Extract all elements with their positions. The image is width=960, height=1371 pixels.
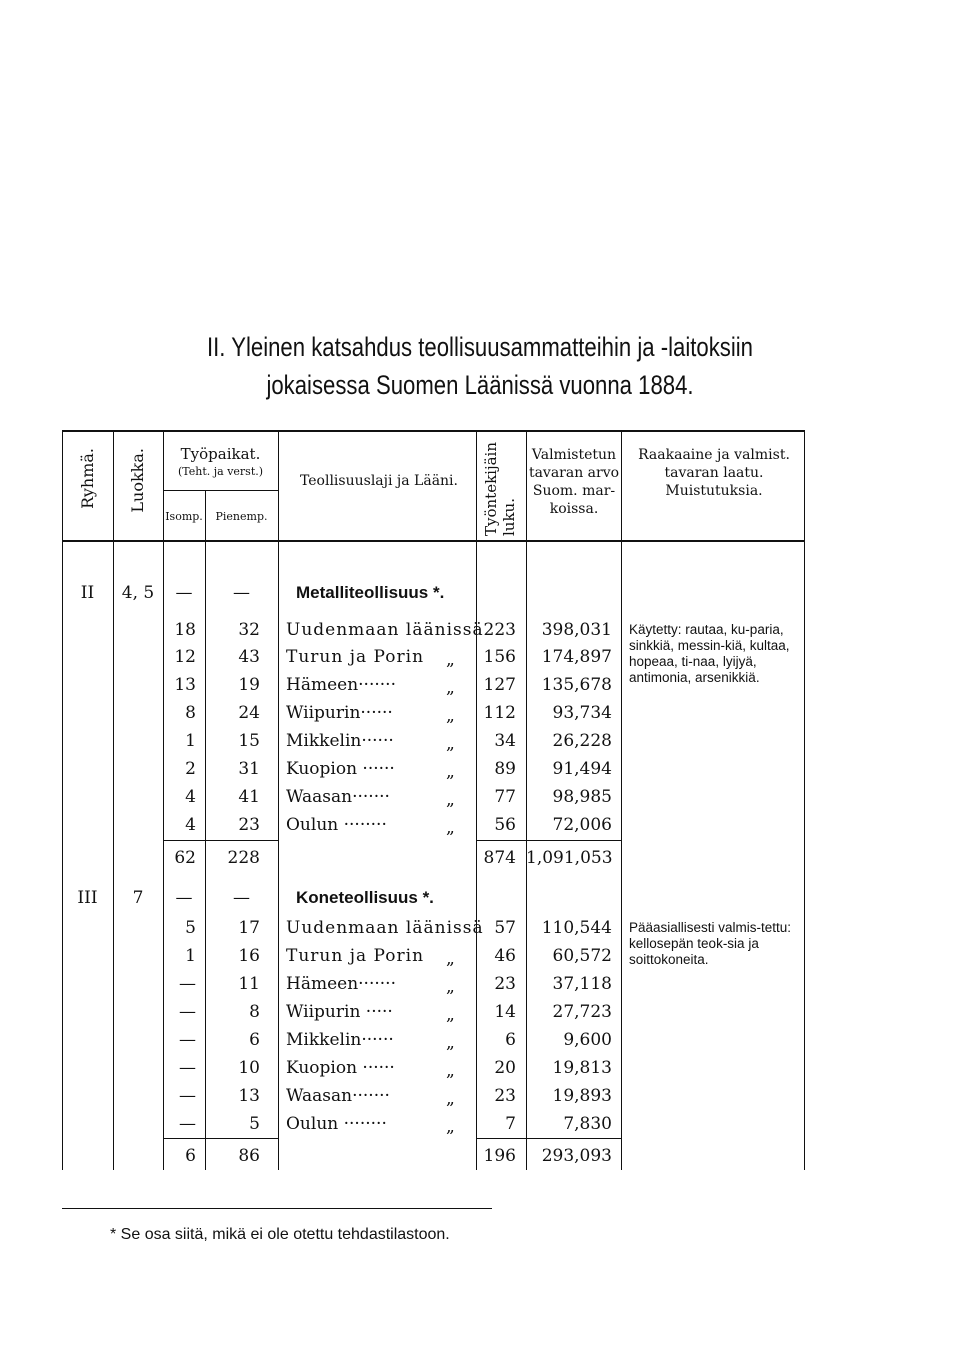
- row-workers: 156: [483, 647, 516, 667]
- total-isomp: 6: [185, 1146, 196, 1166]
- row-isomp: 5: [185, 918, 196, 938]
- row-ditto: „: [446, 762, 455, 782]
- footnote-rule: [62, 1208, 492, 1209]
- row-isomp: 13: [174, 675, 196, 695]
- row-pienemp: 23: [238, 815, 260, 835]
- page-title-line-1: II. Yleinen katsahdus teollisuusammatteihin ja -laitoksiin: [206, 332, 753, 362]
- row-value: 19,893: [552, 1086, 612, 1106]
- row-pienemp: 13: [238, 1086, 260, 1106]
- row-laani: Turun ja Porin: [286, 647, 425, 667]
- row-workers: 20: [494, 1058, 516, 1078]
- row-pienemp: 11: [238, 974, 260, 994]
- row-laani: Mikkelin······: [286, 1030, 394, 1050]
- row-pienemp: 16: [238, 946, 260, 966]
- header-luokka: Luokka.: [128, 448, 147, 513]
- row-isomp: —: [179, 1002, 196, 1022]
- row-laani: Hämeen·······: [286, 974, 396, 994]
- row-pienemp: 6: [249, 1030, 260, 1050]
- row-value: 91,494: [552, 759, 612, 779]
- row-ditto: „: [446, 678, 455, 698]
- total-rule: [163, 840, 278, 841]
- row-pienemp: 41: [238, 787, 260, 807]
- row-ditto: „: [446, 650, 455, 670]
- row-ditto: „: [446, 818, 455, 838]
- row-workers: 34: [494, 731, 516, 751]
- row-laani: Oulun ········: [286, 815, 387, 835]
- row-ditto: „: [446, 790, 455, 810]
- row-ditto: „: [446, 1061, 455, 1081]
- row-laani: Wiipurin······: [286, 703, 393, 723]
- section-note: Käytetty: rautaa, ku-paria, sinkkiä, messin-kiä, kultaa, hopeaa, ti-naa, lyijyä, antimonia, arsenikkiä.: [629, 622, 790, 685]
- row-value: 7,830: [563, 1114, 612, 1134]
- row-laani: Mikkelin······: [286, 731, 394, 751]
- row-value: 93,734: [552, 703, 612, 723]
- row-isomp: 4: [185, 787, 196, 807]
- section-luokka: 4, 5: [121, 583, 155, 603]
- header-isomp: Isomp.: [165, 510, 203, 523]
- row-laani: Turun ja Porin: [286, 946, 425, 966]
- header-tyopaikat: Työpaikat.: [180, 445, 261, 463]
- header-raakaaine: Raakaaine ja valmist. tavaran laatu. Muistutuksia.: [638, 447, 790, 499]
- footnote: * Se osa siitä, mikä ei ole otettu tehdastilastoon.: [110, 1226, 450, 1243]
- header-ryhma: Ryhmä.: [78, 448, 97, 509]
- row-value: 19,813: [552, 1058, 612, 1078]
- row-ditto: „: [446, 949, 455, 969]
- row-pienemp: 24: [238, 703, 260, 723]
- row-workers: 56: [494, 815, 516, 835]
- header-pienemp: Pienemp.: [215, 510, 268, 523]
- row-workers: 23: [494, 974, 516, 994]
- header-teollisuuslaji: Teollisuuslaji ja Lääni.: [300, 473, 458, 489]
- section-isomp: —: [175, 888, 193, 908]
- row-isomp: 12: [174, 647, 196, 667]
- row-workers: 77: [494, 787, 516, 807]
- tyopaikat-sub-rule: [163, 490, 278, 491]
- row-pienemp: 19: [238, 675, 260, 695]
- row-ditto: „: [446, 977, 455, 997]
- row-value: 9,600: [563, 1030, 612, 1050]
- total-pienemp: 86: [238, 1146, 260, 1166]
- table-top-rule: [62, 430, 804, 432]
- row-workers: 89: [494, 759, 516, 779]
- row-value: 60,572: [552, 946, 612, 966]
- row-pienemp: 8: [249, 1002, 260, 1022]
- row-value: 26,228: [552, 731, 612, 751]
- row-workers: 46: [494, 946, 516, 966]
- total-isomp: 62: [174, 848, 196, 868]
- row-isomp: 1: [185, 731, 196, 751]
- row-laani: Hämeen·······: [286, 675, 396, 695]
- header-valmistetun: Valmistetun tavaran arvo Suom. mar-koissa.: [528, 447, 620, 517]
- total-value: 293,093: [541, 1146, 612, 1166]
- row-laani: Kuopion ······: [286, 759, 395, 779]
- row-isomp: —: [179, 1058, 196, 1078]
- row-value: 174,897: [541, 647, 612, 667]
- section-luokka: 7: [132, 888, 144, 908]
- section-pienemp: —: [233, 583, 250, 603]
- section-isomp: —: [175, 583, 193, 603]
- table-left-border: [62, 430, 63, 1170]
- row-value: 37,118: [552, 974, 612, 994]
- row-value: 98,985: [552, 787, 612, 807]
- row-pienemp: 31: [238, 759, 260, 779]
- row-pienemp: 10: [238, 1058, 260, 1078]
- row-workers: 127: [483, 675, 516, 695]
- row-isomp: 4: [185, 815, 196, 835]
- row-pienemp: 43: [238, 647, 260, 667]
- row-pienemp: 5: [249, 1114, 260, 1134]
- total-rule: [476, 840, 621, 841]
- total-rule: [476, 1138, 621, 1139]
- row-ditto: „: [446, 734, 455, 754]
- row-laani: Kuopion ······: [286, 1058, 395, 1078]
- row-value: 135,678: [541, 675, 612, 695]
- column-divider: [621, 430, 622, 1170]
- row-isomp: 1: [185, 946, 196, 966]
- row-laani: Uudenmaan läänissä: [286, 620, 484, 640]
- total-workers: 874: [483, 848, 516, 868]
- row-ditto: „: [446, 1089, 455, 1109]
- row-laani: Waasan·······: [286, 1086, 390, 1106]
- row-isomp: —: [179, 1086, 196, 1106]
- row-value: 398,031: [541, 620, 612, 640]
- row-laani: Waasan·······: [286, 787, 390, 807]
- page-title-line-2: jokaisessa Suomen Läänissä vuonna 1884.: [266, 370, 694, 400]
- row-ditto: „: [446, 1033, 455, 1053]
- row-isomp: —: [179, 974, 196, 994]
- row-laani: Uudenmaan läänissä: [286, 918, 484, 938]
- row-isomp: 2: [185, 759, 196, 779]
- header-bottom-rule: [62, 540, 804, 542]
- total-value: 1,091,053: [526, 848, 613, 868]
- column-divider: [113, 430, 114, 1170]
- row-ditto: „: [446, 1117, 455, 1137]
- column-divider: [278, 430, 279, 1170]
- section-pienemp: —: [233, 888, 250, 908]
- section-ryhma: II: [80, 583, 95, 603]
- total-workers: 196: [483, 1146, 516, 1166]
- row-workers: 23: [494, 1086, 516, 1106]
- row-workers: 57: [494, 918, 516, 938]
- row-laani: Oulun ········: [286, 1114, 387, 1134]
- row-isomp: —: [179, 1030, 196, 1050]
- section-name: Metalliteollisuus *.: [296, 583, 445, 602]
- row-value: 72,006: [552, 815, 612, 835]
- table-right-border: [804, 430, 805, 1170]
- header-tyontekijain: Työntekijäin luku.: [482, 441, 518, 536]
- row-workers: 112: [483, 703, 516, 723]
- row-ditto: „: [446, 1005, 455, 1025]
- total-pienemp: 228: [227, 848, 260, 868]
- row-pienemp: 17: [238, 918, 260, 938]
- total-rule: [163, 1138, 278, 1139]
- section-name: Koneteollisuus *.: [296, 888, 434, 907]
- row-workers: 14: [494, 1002, 516, 1022]
- row-isomp: —: [179, 1114, 196, 1134]
- row-ditto: „: [446, 706, 455, 726]
- row-isomp: 8: [185, 703, 196, 723]
- row-workers: 6: [505, 1030, 516, 1050]
- row-workers: 7: [505, 1114, 516, 1134]
- row-pienemp: 32: [238, 620, 260, 640]
- row-isomp: 18: [174, 620, 196, 640]
- section-note: Pääasiallisesti valmis-tettu: kellosepän teok-sia ja soittokoneita.: [629, 920, 792, 967]
- row-workers: 223: [483, 620, 516, 640]
- row-laani: Wiipurin ·····: [286, 1002, 393, 1022]
- header-tyopaikat-sub: (Teht. ja verst.): [177, 465, 264, 478]
- row-pienemp: 15: [238, 731, 260, 751]
- row-value: 110,544: [541, 918, 612, 938]
- section-ryhma: III: [77, 888, 98, 908]
- row-value: 27,723: [552, 1002, 612, 1022]
